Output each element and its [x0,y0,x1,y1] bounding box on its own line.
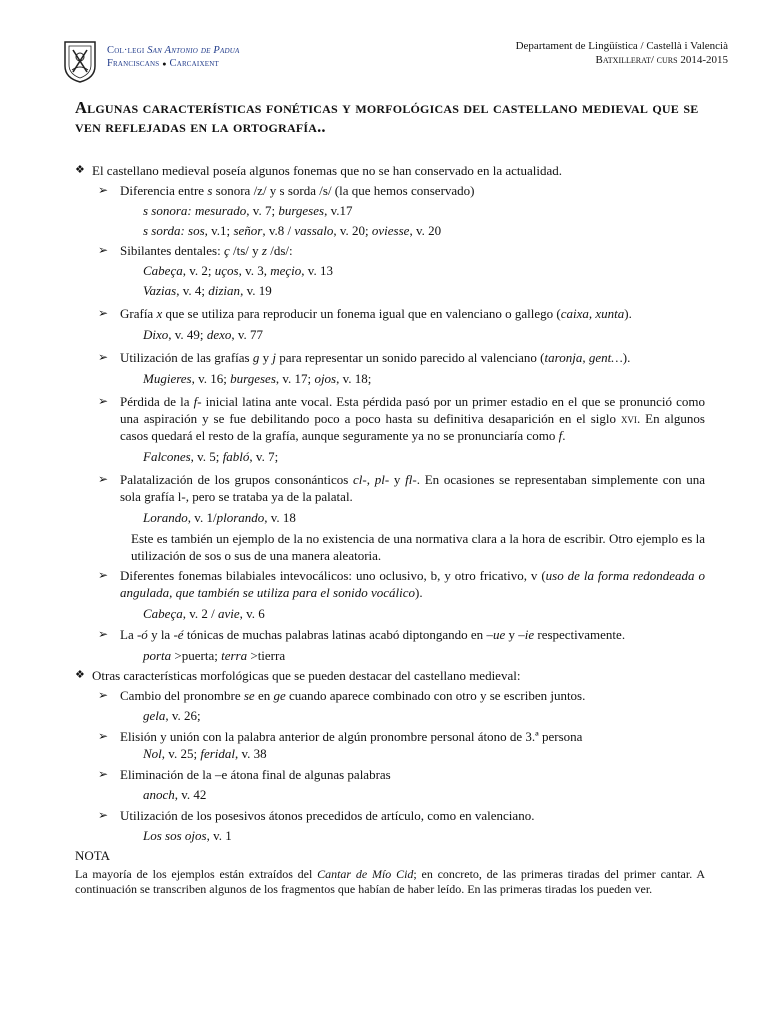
document-body [75,162,705,897]
example-elision: Nol, v. 25; feridal, v. 38 [143,746,267,761]
example-grafia-x: Dixo, v. 49; dexo, v. 77 [143,327,264,342]
school-town: Carcaixent [169,58,219,69]
arrow-bullet-icon: ➢ [98,627,109,641]
example-sibilantes-2: Vazias, v. 4; dizian, v. 19 [143,283,272,298]
school-prefix: Col·legi [107,45,148,56]
list-item-grafia-x: ➢ Grafía x que se utiliza para reproducir un fonema igual que en valenciano o gallego (caixa, xunta). [98,306,632,321]
example-perdida-f: Falcones, v. 5; fabló, v. 7; [143,449,279,464]
arrow-bullet-icon: ➢ [98,808,109,822]
department-info [516,39,728,67]
list-item-eliminacion-e: ➢ Eliminación de la –e átona final de algunas palabras [98,767,391,782]
arrow-bullet-icon: ➢ [98,767,109,781]
course-year: Batxillerat/ curs 2014-2015 [595,54,728,66]
example-sibilantes-1: Cabeça, v. 2; uços, v. 3, meçio, v. 13 [143,263,333,278]
section-2-intro: ❖ Otras características morfológicas que se pueden destacar del castellano medieval: [75,668,521,683]
school-order: Franciscans [107,58,160,69]
list-item-elision: ➢ Elisión y unión con la palabra anterior de algún pronombre personal átono de 3.ª persona [98,729,583,744]
example-grafias-g-j: Mugieres, v. 16; burgeses, v. 17; ojos, v. 18; [143,371,372,386]
list-item-diptongacion: ➢ La -ó y la -é tónicas de muchas palabras latinas acabó diptongando en –ue y –ie respectivamente. [98,627,626,642]
nota-paragraph: La mayoría de los ejemplos están extraídos del Cantar de Mío Cid; en concreto, de las primeras tiradas del primer cantar. A continuación se transcriben algunos de los fragmentos que habían de haber leído. En las primeras tiradas los pueden ver. [75,867,705,896]
arrow-bullet-icon: ➢ [98,183,109,197]
arrow-bullet-icon: ➢ [98,306,109,320]
arrow-bullet-icon: ➢ [98,394,109,408]
arrow-bullet-icon: ➢ [98,688,109,702]
nota-label: NOTA [75,848,111,863]
diamond-bullet-icon: ❖ [75,164,85,176]
list-item-bilabiales: ➢ Diferentes fonemas bilabiales intevocálicos: uno oclusivo, b, y otro fricativo, v (uso de la forma redondeada o angulada, que también se utiliza para el sonido vocálico). [98,568,705,600]
page-title: Algunas características fonéticas y morfológicas del castellano medieval que se ven reflejadas en la ortografía.. [75,98,699,136]
list-item-s-sonora-sorda: ➢ Diferencia entre s sonora /z/ y s sorda /s/ (la que hemos conservado) [98,183,475,198]
arrow-bullet-icon: ➢ [98,472,109,486]
arrow-bullet-icon: ➢ [98,350,109,364]
list-item-palatalizacion: ➢ Palatalización de los grupos consonánticos cl-, pl- y fl-. En ocasiones se representaban simplemente con una sola grafía l-, pero se trataba ya de la palatal. [98,472,706,504]
example-eliminacion-e: anoch, v. 42 [143,787,207,802]
diamond-bullet-icon: ❖ [75,669,85,681]
list-item-perdida-f: ➢ Pérdida de la f- inicial latina ante vocal. Esta pérdida pasó por un primer estadio en el que se pronunció como una aspiración y se fue debilitando poco a poco hasta su definitiva desaparición en el siglo xvi. En algunos casos quedará el resto de la grafía, aunque seguramente ya no se pronunciaría como f. [98,394,705,443]
school-saint-name: San Antonio de Padua [147,45,240,56]
palatalizacion-note: Este es también un ejemplo de la no existencia de una normativa clara a la hora de escribir. Otro ejemplo es la utilización de sos o sus de una manera aleatoria. [131,531,705,563]
list-item-sibilantes: ➢ Sibilantes dentales: ç /ts/ y z /ds/: [98,243,293,258]
list-item-pronombre-se-ge: ➢ Cambio del pronombre se en ge cuando aparece combinado con otro y se escriben juntos. [98,688,586,703]
school-crest-logo [63,40,97,84]
school-name [107,44,239,71]
list-item-posesivos: ➢ Utilización de los posesivos átonos precedidos de artículo, como en valenciano. [98,808,535,823]
example-palatalizacion: Lorando, v. 1/plorando, v. 18 [143,510,296,525]
section-1-intro: ❖ El castellano medieval poseía algunos fonemas que no se han conservado en la actualidad. [75,163,562,178]
example-bilabiales: Cabeça, v. 2 / avie, v. 6 [143,606,265,621]
arrow-bullet-icon: ➢ [98,243,109,257]
example-s-sonora: s sonora: mesurado, v. 7; burgeses, v.17 [143,203,353,218]
arrow-bullet-icon: ➢ [98,568,109,582]
example-pronombre-se-ge: gela, v. 26; [143,708,201,723]
arrow-bullet-icon: ➢ [98,729,109,743]
department-name: Departament de Lingüística / Castellà i Valencià [515,40,728,52]
example-diptongacion: porta >puerta; terra >tierra [143,648,286,663]
bullet-separator: ● [162,60,167,68]
list-item-grafias-g-j: ➢ Utilización de las grafías g y j para representar un sonido parecido al valenciano (taronja, gent…). [98,350,631,365]
example-posesivos: Los sos ojos, v. 1 [143,828,232,843]
example-s-sorda: s sorda: sos, v.1; señor, v.8 / vassalo, v. 20; oviesse, v. 20 [143,223,442,238]
